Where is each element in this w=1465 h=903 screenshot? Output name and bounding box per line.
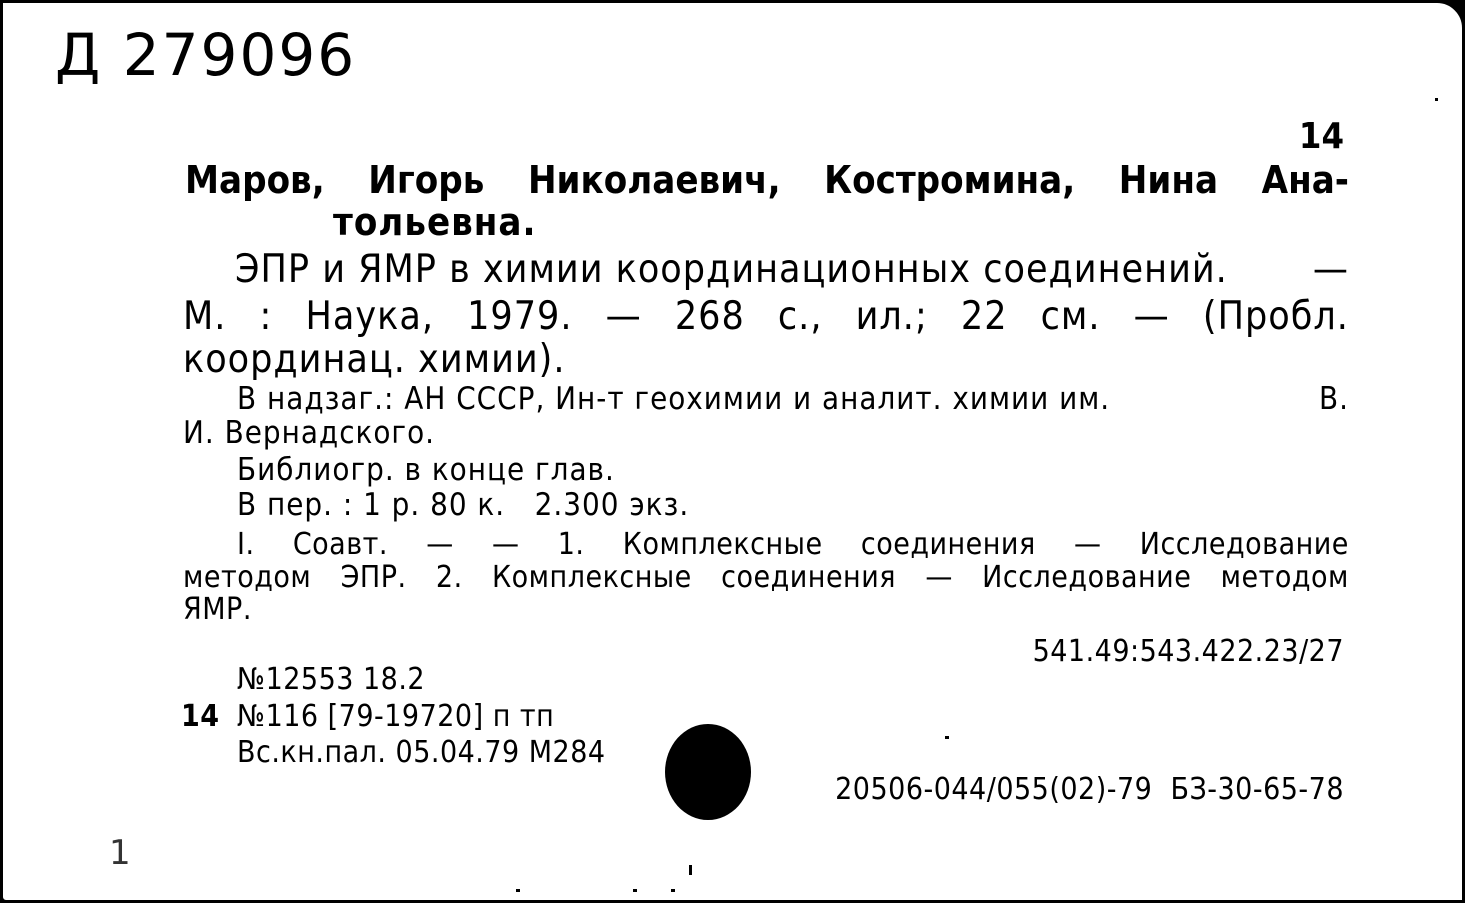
subjects-line-2: методом ЭПР. 2. Комплексные соединения — Исследование методом [183, 560, 1349, 595]
ink-speck [1435, 98, 1438, 101]
ink-speck [689, 865, 692, 875]
print-run-line: №116 [79-19720] п тп [237, 699, 555, 734]
ink-speck [633, 889, 637, 892]
ink-speck [671, 889, 675, 892]
udc-code: 541.49:543.422.23/27 [1032, 634, 1344, 669]
handwritten-catalog-number: Д 279096 [55, 21, 357, 89]
registration-number: №12553 18.2 [237, 662, 426, 697]
bottom-classification-code: 20506-044/055(02)-79 БЗ-30-65-78 [835, 772, 1344, 807]
book-chamber-line: Вс.кн.пал. 05.04.79 М284 [237, 735, 606, 770]
bibliography-note: Библиогр. в конце глав. [237, 452, 615, 488]
authors-line-1: Маров, Игорь Николаевич, Костромина, Нина Ана- [185, 158, 1349, 202]
title-line-2: М. : Наука, 1979. — 268 с., ил.; 22 см. — (Пробл. [183, 294, 1349, 339]
note-line-2: И. Вернадского. [183, 415, 435, 451]
authors-line-2: тольевна. [333, 200, 537, 244]
subjects-line-1: I. Соавт. — — 1. Комплексные соединения — Исследование [237, 527, 1349, 562]
ink-speck [516, 889, 520, 892]
subjects-line-3: ЯМР. [183, 592, 252, 627]
binding-price-note: В пер. : 1 р. 80 к. 2.300 экз. [237, 487, 690, 523]
ink-speck [945, 736, 949, 739]
title-line-1: ЭПР и ЯМР в химии координационных соединений. — [235, 247, 1349, 292]
title-line-3: координац. химии). [183, 337, 566, 382]
margin-handwritten-mark: 1 [109, 833, 131, 873]
note-line-1: В надзаг.: АН СССР, Ин-т геохимии и аналит. химии им. В. [237, 381, 1349, 417]
punch-hole [665, 724, 751, 820]
card-number: 14 [1298, 116, 1344, 157]
print-prefix: 14 [181, 699, 220, 734]
